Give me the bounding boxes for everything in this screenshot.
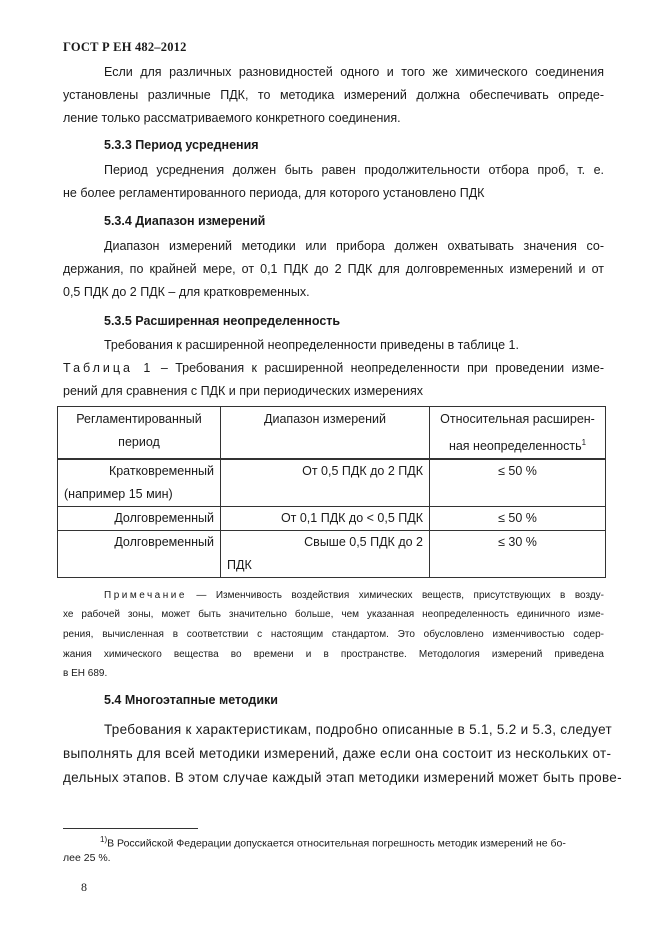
- row-range: [221, 531, 430, 578]
- header-uncertainty: [430, 407, 606, 460]
- note-label: Примечание: [104, 590, 187, 601]
- intro-line-1: Если для различных разновидностей одного и того же химического соединения: [104, 65, 604, 79]
- note-line-3: рения, вычисленная в соответствии с настоящим стандартом. Это обусловлено изменчивостью содер-: [63, 629, 604, 640]
- row-uncertainty: ≤ 50 %: [430, 459, 606, 507]
- row-period-line1: Долговременный: [114, 511, 214, 526]
- page-number: 8: [81, 880, 87, 894]
- row-range: [221, 459, 430, 507]
- footnote-ref: 1: [581, 438, 587, 447]
- s533-line-1: Период усреднения должен быть равен продолжительности отбора проб, т. е.: [104, 163, 604, 177]
- header-period-line2: период: [118, 435, 160, 449]
- section-5-3-4-heading: 5.3.4 Диапазон измерений: [104, 214, 266, 228]
- header-uncertainty-line2: ная неопределенность: [448, 439, 582, 454]
- table-caption-text: – Требования к расширенной неопределенности при проведении изме-: [153, 361, 605, 375]
- table-header-row: [58, 407, 606, 460]
- row-period: [58, 459, 221, 507]
- s54-line-3: дельных этапов. В этом случае каждый этап методики измерений может быть прове-: [63, 770, 622, 785]
- row-period-line1: Кратковременный: [108, 464, 214, 479]
- s54-line-2: выполнять для всей методики измерений, даже если она состоит из нескольких от-: [63, 746, 612, 761]
- row-range-text-line2: ПДК: [227, 558, 252, 573]
- intro-line-3: ление только рассматриваемого конкретного соединения.: [63, 111, 401, 125]
- header-range: [221, 407, 430, 460]
- table-row: [58, 531, 606, 578]
- s54-line-1: Требования к характеристикам, подробно описанные в 5.1, 5.2 и 5.3, следует: [104, 722, 612, 737]
- header-range-text: Диапазон измерений: [264, 412, 386, 426]
- requirements-table: [57, 406, 606, 578]
- note-line-5: в ЕН 689.: [63, 668, 108, 679]
- header-period: [58, 407, 221, 460]
- table-row: [58, 507, 606, 531]
- row-range-text: Свыше 0,5 ПДК до 2: [304, 535, 423, 550]
- note-first-text: — Изменчивость воздействия химических веществ, присутствующих в возду-: [186, 590, 604, 601]
- row-range-text: От 0,5 ПДК до 2 ПДК: [302, 464, 423, 479]
- note-line-2: хе рабочей зоны, может быть значительно больше, чем указанная неопределенность единичного изме-: [63, 609, 604, 620]
- footnote-line-2: лее 25 %.: [63, 852, 111, 864]
- footnote-marker: 1): [100, 835, 108, 844]
- footnote-text: В Российской Федерации допускается относительная погрешность методик измерений не бо-: [107, 837, 566, 850]
- section-5-3-3-heading: 5.3.3 Период усреднения: [104, 138, 259, 152]
- note-line-1: [104, 586, 604, 605]
- table-row: [58, 459, 606, 507]
- s535-line-1: Требования к расширенной неопределенности приведены в таблице 1.: [104, 338, 519, 352]
- row-period-line2: (например 15 мин): [64, 487, 173, 502]
- section-5-4-heading: 5.4 Многоэтапные методики: [104, 693, 278, 707]
- s534-line-2: держания, по крайней мере, от 0,1 ПДК до 2 ПДК для долговременных измерений и от: [63, 262, 604, 276]
- footnote-divider: [63, 828, 198, 829]
- intro-line-2: установлены различные ПДК, то методика измерений должна обеспечивать опреде-: [63, 88, 604, 102]
- header-uncertainty-line1: Относительная расширен-: [440, 412, 595, 426]
- s533-line-2: не более регламентированного периода, для которого установлено ПДК: [63, 186, 485, 200]
- s534-line-3: 0,5 ПДК до 2 ПДК – для кратковременных.: [63, 285, 310, 299]
- s534-line-1: Диапазон измерений методики или прибора должен охватывать значения со-: [104, 239, 604, 253]
- table-caption: [63, 360, 604, 376]
- row-range: [221, 507, 430, 531]
- row-uncertainty: ≤ 50 %: [430, 507, 606, 531]
- section-5-3-5-heading: 5.3.5 Расширенная неопределенность: [104, 314, 341, 328]
- row-uncertainty: ≤ 30 %: [430, 531, 606, 578]
- standard-header: ГОСТ Р ЕН 482–2012: [63, 40, 187, 54]
- row-range-text: От 0,1 ПДК до < 0,5 ПДК: [280, 511, 423, 526]
- row-period-line1: Долговременный: [114, 535, 214, 550]
- footnote-line-1: [100, 831, 566, 853]
- note-line-4: жания химического вещества во времени и в пространстве. Методология измерений приведена: [63, 649, 604, 660]
- header-period-line1: Регламентированный: [76, 412, 202, 426]
- row-period: [58, 507, 221, 531]
- table-caption-label: Таблица 1: [63, 361, 154, 375]
- table-caption-line-2: рений для сравнения с ПДК и при периодических измерениях: [63, 384, 423, 398]
- row-period: [58, 531, 221, 578]
